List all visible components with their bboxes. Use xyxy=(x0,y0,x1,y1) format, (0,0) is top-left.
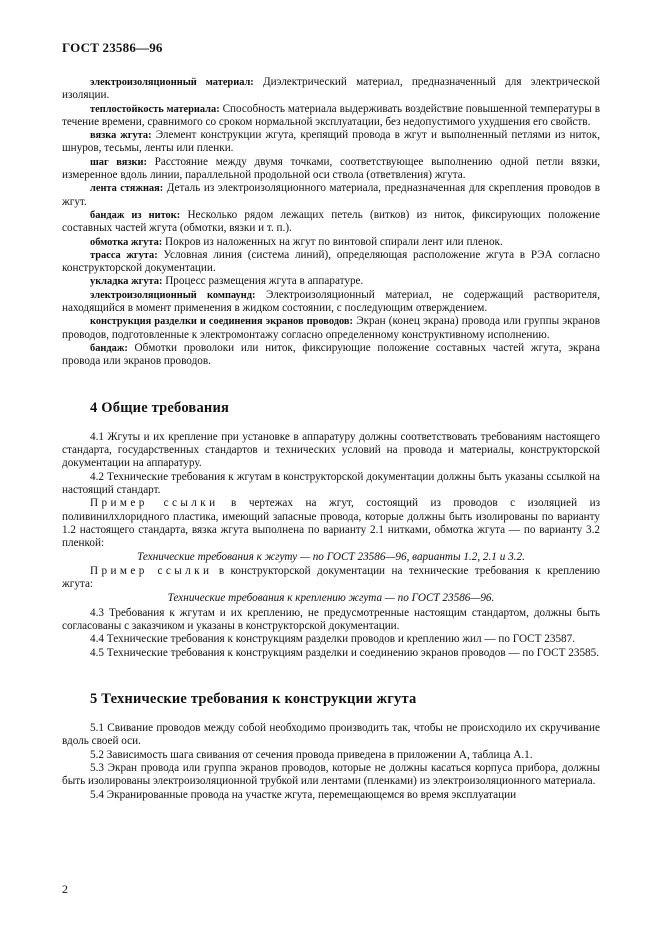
example-1-formula: Технические требования к жгуту — по ГОСТ 23586—96, варианты 1.2, 2.1 и 3.2. xyxy=(137,550,525,563)
definition-text: Деталь из электроизоляционного материала, предназначенная для скрепления проводов в жгут. xyxy=(62,182,601,208)
definition-item xyxy=(62,249,600,276)
definition-term: вязка жгута: xyxy=(90,130,152,142)
definition-item xyxy=(62,182,600,209)
definition-text: Электроизоляционный материал, не содержащий растворителя, находящийся в момент применения в жидком состоянии, с последующим отверждением. xyxy=(62,288,600,315)
definition-term: теплостойкость материала: xyxy=(90,103,220,115)
definition-text: Условная линия (система линий), определяющая расположение жгута в РЭА согласно конструкторской документации. xyxy=(62,248,600,275)
example-label: Пример ссылки xyxy=(90,497,219,510)
definition-text: Покров из наложенных на жгут по винтовой спирали лент или пленок. xyxy=(162,235,503,248)
definition-term: укладка жгута: xyxy=(90,276,163,288)
clause-4-1: 4.1 Жгуты и их крепление при установке в аппаратуру должны соответствовать требованиям настоящего стандарта, государственных стандартов и технических условий на провода и материалы, конструкторской документации на аппаратуру. xyxy=(62,430,600,470)
definition-item xyxy=(62,236,600,249)
clause-4-3: 4.3 Требования к жгутам и их креплению, не предусмотренные настоящим стандартом, должны быть согласованы с заказчиком и указаны в конструкторской документации. xyxy=(62,606,600,632)
clause-4-2: 4.2 Технические требования к жгутам в конструкторской документации должны быть указаны ссылкой на настоящий стандарт. xyxy=(62,470,600,497)
definition-item xyxy=(62,129,600,156)
definition-text: Способность материала выдерживать воздействие повышенной температуры в течение времени, сравнимого со сроком нормальной эксплуатации, без недопустимого ухудшения его свойств. xyxy=(62,102,601,128)
definitions-list xyxy=(62,76,600,369)
definition-term: электроизоляционный материал: xyxy=(90,77,254,88)
section-5-body xyxy=(62,722,600,802)
definition-item xyxy=(62,342,600,369)
definition-term: бандаж из ниток: xyxy=(90,209,181,221)
example-text: в чертежах на жгут, состоящий из проводов с изоляцией из поливинилхлоридного пластика, имеющий запасные провода, которые должны быть изолированы по варианту 1.2 настоящего стандарта, вязка жгута выполнена по варианту 2.1 нитками, обмотка жгута — по варианту 3.2 пленкой: xyxy=(62,497,600,550)
clause-5-4: 5.4 Экранированные провода на участке жгута, перемещающемся во время эксплуатации xyxy=(90,788,517,801)
section-5-title: 5 Технические требования к конструкции жгута xyxy=(90,690,417,707)
definition-text: Несколько рядом лежащих петель (витков) из ниток, фиксирующих положение составных частей жгута (обмотки, вязки и т. п.). xyxy=(62,208,600,235)
definition-text: Обмотки проволоки или ниток, фиксирующие положение составных частей жгута, экрана провода или экранов проводов. xyxy=(62,341,600,368)
definition-text: Процесс размещения жгута в аппаратуре. xyxy=(162,275,364,288)
definition-item xyxy=(62,275,600,288)
definition-text: Расстояние между двумя точками, соответствующее выполнению одной петли вязки, измеренное вдоль линии, параллельной продольной оси ствола (ответвления) жгута. xyxy=(62,155,600,182)
example-1 xyxy=(62,497,600,550)
definition-text: Диэлектрический материал, предназначенный для электрической изоляции. xyxy=(62,76,600,102)
example-text: в конструкторской документации на технические требования к креплению жгута: xyxy=(62,564,601,591)
clause-5-2: 5.2 Зависимость шага свивания от сечения провода приведена в приложении А, таблица А.1. xyxy=(90,748,533,761)
example-2-formula: Технические требования к креплению жгута — по ГОСТ 23586—96. xyxy=(167,592,495,605)
definition-text: Элемент конструкции жгута, крепящий провода в жгут и выполненный петлями из ниток, шнуров, тесьмы, ленты или пленки. xyxy=(62,129,600,155)
clause-5-1: 5.1 Свивание проводов между собой необходимо производить так, чтобы не происходило их скручивание вдоль своей оси. xyxy=(62,722,600,748)
definition-term: электроизоляционный компаунд: xyxy=(90,289,256,301)
definition-item xyxy=(62,315,600,342)
document-body xyxy=(62,76,600,802)
definition-text: Экран (конец экрана) провода или группы экранов проводов, подготовленные к электромонтажу согласно определенному конструктивному исполнению. xyxy=(62,315,600,341)
section-4-title: 4 Общие требования xyxy=(90,399,230,416)
definition-item xyxy=(62,103,600,130)
definition-term: обмотка жгута: xyxy=(90,236,163,248)
example-label: Пример ссылки xyxy=(90,564,213,577)
clause-5-3: 5.3 Экран провода или группа экранов проводов, которые не должны касаться корпуса прибора, должны быть изолированы электроизоляционной трубкой или лентами (пленками) из электроизоляционного материала. xyxy=(62,762,600,788)
clause-4-4: 4.4 Технические требования к конструкциям разделки проводов и креплению жил — по ГОСТ 23587. xyxy=(90,633,576,646)
section-4-body xyxy=(62,431,600,660)
document-header: ГОСТ 23586—96 xyxy=(62,40,163,55)
definition-term: лента стяжная: xyxy=(90,183,164,195)
definition-item xyxy=(62,156,600,183)
definition-item xyxy=(62,76,600,103)
definition-term: конструкция разделки и соединения экранов проводов: xyxy=(90,316,353,328)
page-number: 2 xyxy=(62,882,68,896)
clause-4-5: 4.5 Технические требования к конструкциям разделки и соединению экранов проводов — по ГОСТ 23585. xyxy=(90,646,600,659)
definition-term: шаг вязки: xyxy=(90,156,147,168)
definition-term: трасса жгута: xyxy=(90,249,158,261)
example-2 xyxy=(62,565,600,592)
definition-term: бандаж: xyxy=(90,342,128,354)
definition-item xyxy=(62,289,600,316)
definition-item xyxy=(62,209,600,236)
